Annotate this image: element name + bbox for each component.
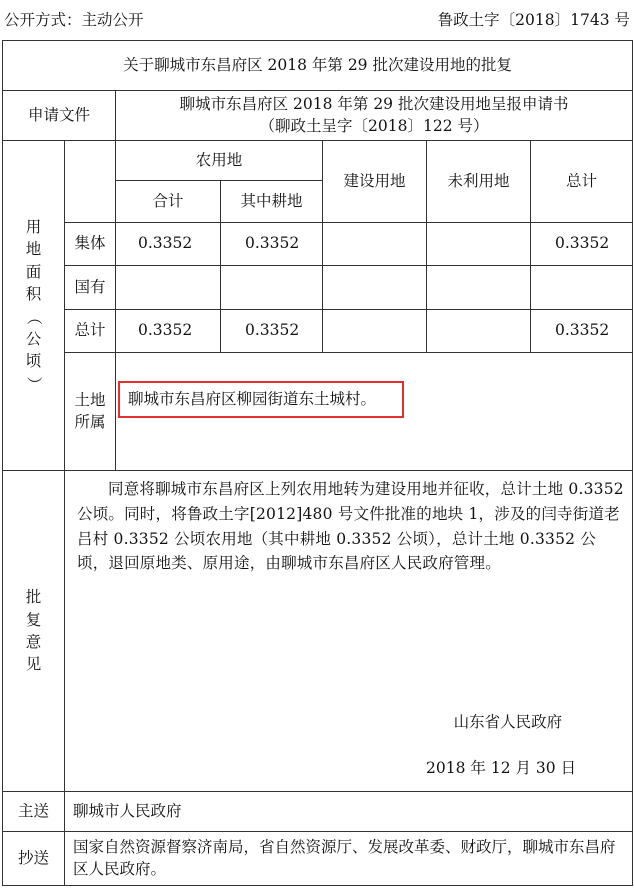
title-row [3, 41, 633, 91]
main-recipient-row [3, 792, 633, 832]
col-arable: 其中耕地 [221, 181, 323, 223]
cell-unused [427, 266, 531, 310]
cell-total [531, 266, 633, 310]
land-area-char: 面 [25, 262, 42, 281]
document-number: 鲁政土字〔2018〕1743 号 [437, 11, 630, 29]
approval-date: 2018 年 12 月 30 日 [426, 759, 577, 777]
cell-arable: 0.3352 [221, 310, 323, 353]
table-row [3, 310, 633, 353]
cell-subtotal: 0.3352 [116, 310, 221, 353]
ownership-cell [116, 375, 633, 471]
corner-cell [65, 141, 116, 223]
application-label: 申请文件 [3, 91, 116, 141]
cc-row [3, 832, 633, 886]
table-row [3, 223, 633, 266]
cell-unused [427, 310, 531, 353]
ownership-row-top [3, 353, 633, 375]
cc-label: 抄送 [3, 832, 65, 886]
row-label: 总计 [65, 310, 116, 353]
land-area-paren-open: （ [24, 308, 43, 325]
land-header-row-1 [3, 141, 633, 181]
land-area-char: 积 [25, 285, 42, 304]
cell-subtotal: 0.3352 [116, 223, 221, 266]
land-area-unit-char: 公 [25, 329, 42, 348]
application-line-1: 聊城市东昌府区 2018 年第 29 批次建设用地呈报申请书 [179, 94, 569, 113]
approval-label [3, 471, 65, 792]
row-label: 集体 [65, 223, 116, 266]
approval-label-char: 意 [25, 633, 42, 651]
approval-label-char: 批 [25, 588, 42, 607]
cell-arable [221, 266, 323, 310]
col-agricultural: 农用地 [116, 141, 323, 181]
ownership-value: 聊城市东昌府区柳园街道东土城村。 [128, 389, 377, 408]
col-unused: 未利用地 [427, 141, 531, 223]
col-subtotal: 合计 [116, 181, 221, 223]
ownership-highlight [118, 381, 404, 419]
land-area-label [3, 141, 65, 471]
land-area-paren-close: ） [24, 376, 43, 392]
application-row [3, 91, 633, 141]
approval-text: 同意将聊城市东昌府区上列农用地转为建设用地并征收，总计土地 0.3352 公顷。同时，将鲁政土字[2012]480 号文件批准的地块 1，涉及的闫寺街道老吕村 0.3352 公顷农用地（其中耕地 0.3352 公顷），总计土地 0.3352 公顷，退回原地类、原用途，由聊城市东昌府区人民政府管理。 [77, 480, 624, 573]
col-total: 总计 [531, 141, 633, 223]
cell-arable: 0.3352 [221, 223, 323, 266]
col-construction: 建设用地 [323, 141, 427, 223]
document-title: 关于聊城市东昌府区 2018 年第 29 批次建设用地的批复 [3, 41, 633, 91]
approval-label-char: 见 [25, 655, 42, 674]
cell-total: 0.3352 [531, 223, 633, 266]
disclosure-method: 公开方式：主动公开 [4, 11, 144, 29]
ownership-label-line: 所属 [74, 412, 106, 431]
approval-form-table [2, 40, 633, 886]
cell-subtotal [116, 266, 221, 310]
cell-total: 0.3352 [531, 310, 633, 353]
ownership-label-line: 土地 [74, 390, 106, 409]
cell-construction [323, 310, 427, 353]
cc-value: 国家自然资源督察济南局，省自然资源厅、发展改革委、财政厅，聊城市东昌府区人民政府。 [65, 832, 633, 886]
table-row [3, 266, 633, 310]
approval-opinion [65, 471, 633, 792]
main-recipient-value: 聊城市人民政府 [65, 792, 633, 832]
cell-construction [323, 223, 427, 266]
main-recipient-label: 主送 [3, 792, 65, 832]
approval-row [3, 471, 633, 792]
land-area-unit-char: 顷 [25, 352, 42, 371]
row-label: 国有 [65, 266, 116, 310]
approval-signatory: 山东省人民政府 [453, 713, 563, 731]
cell-construction [323, 266, 427, 310]
land-area-char: 用 [25, 217, 42, 236]
application-document [116, 91, 633, 141]
ownership-spacer [116, 353, 633, 375]
ownership-label [65, 353, 116, 471]
cell-unused [427, 223, 531, 266]
approval-label-char: 复 [25, 610, 42, 629]
land-area-char: 地 [25, 240, 42, 259]
application-line-2: （聊政土呈字〔2018〕122 号） [259, 116, 489, 135]
